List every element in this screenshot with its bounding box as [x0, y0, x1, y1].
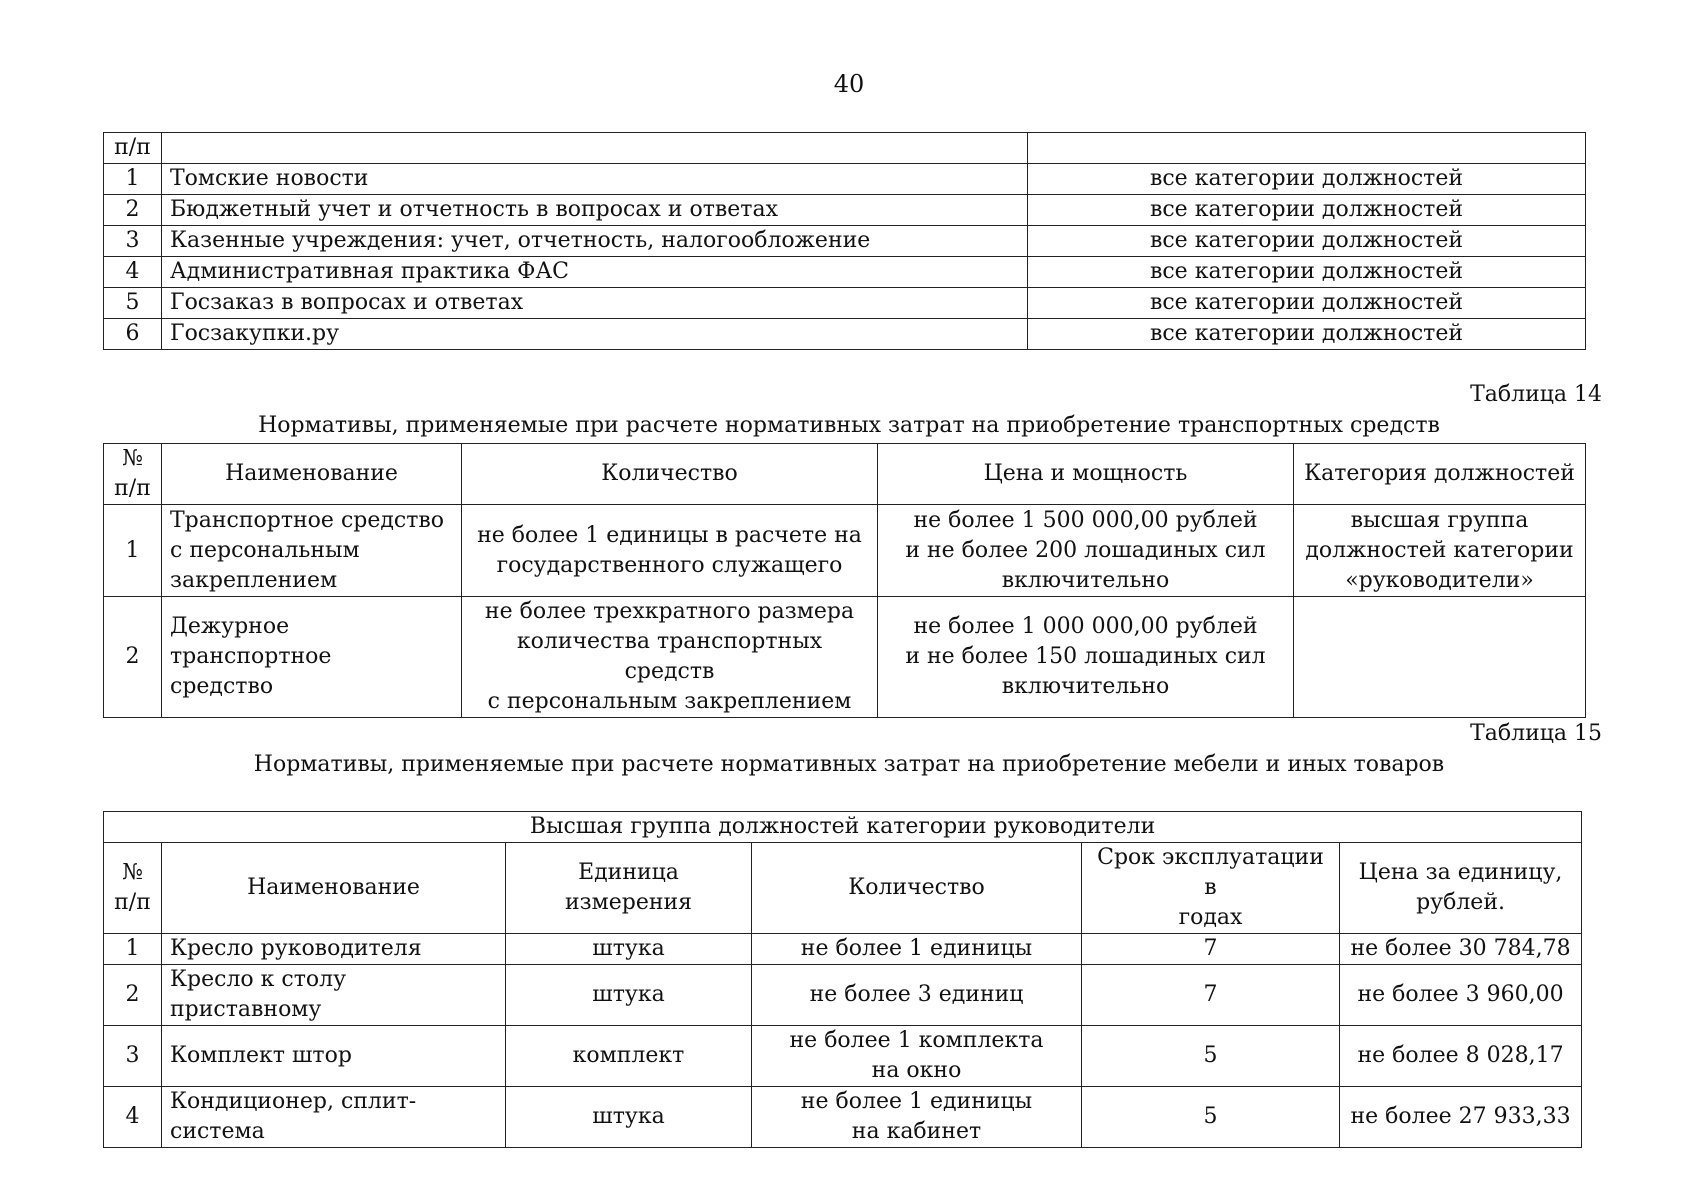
table14-label: Таблица 14	[1470, 382, 1602, 407]
position-category	[1028, 164, 1586, 195]
position-category-line: «руководители»	[1345, 567, 1534, 593]
periodical-name-line: Госзаказ в вопросах и ответах	[170, 290, 524, 315]
vehicle-price-line: не более 1 000 000,00 рублей	[913, 614, 1258, 639]
vehicle-name-line: Транспортное средство	[170, 507, 445, 533]
unit-header-cell: Единица измерения	[506, 843, 752, 934]
periodical-name-line: Госзакупки.ру	[170, 321, 340, 346]
row-number	[104, 288, 162, 319]
item-term-line: 7	[1203, 982, 1218, 1007]
item-name	[162, 1087, 506, 1148]
vehicle-quantity	[462, 505, 878, 597]
row-number	[104, 319, 162, 350]
row-number-line: 3	[125, 228, 140, 253]
num-header-line: п/п	[114, 890, 151, 915]
table-row	[104, 597, 1586, 718]
num-header-line: №	[122, 446, 143, 471]
table-row	[104, 319, 1586, 350]
price-header-cell	[1340, 843, 1582, 934]
table-row	[104, 226, 1586, 257]
position-category-line: должностей категории	[1305, 537, 1574, 563]
item-unit-line: штука	[592, 982, 665, 1007]
price-header-line: рублей.	[1416, 890, 1505, 915]
vehicle-name-line: Дежурное транспортное	[170, 614, 332, 669]
row-number	[104, 1087, 162, 1148]
position-category	[1294, 597, 1586, 718]
num-header-cell	[104, 843, 162, 934]
table-row	[104, 934, 1582, 965]
table-header-row	[104, 133, 1586, 164]
furniture-table	[103, 811, 1582, 1148]
term-header-cell	[1082, 843, 1340, 934]
vehicle-quantity-line: с персональным закреплением	[487, 689, 852, 714]
periodical-name	[162, 257, 1028, 288]
group-header-cell: Высшая группа должностей категории руководители	[104, 812, 1582, 843]
item-quantity	[752, 1026, 1082, 1087]
category-header-cell: Категория должностей	[1294, 444, 1586, 505]
qty-header-cell: Количество	[752, 843, 1082, 934]
item-price-line: не более 30 784,78	[1350, 936, 1571, 961]
term-header-line: годах	[1178, 905, 1243, 930]
num-header-line: п/п	[114, 476, 151, 501]
vehicle-quantity	[462, 597, 878, 718]
item-name	[162, 934, 506, 965]
row-number-line: 3	[125, 1043, 140, 1068]
item-unit-line: штука	[592, 936, 665, 961]
row-number-line: 1	[125, 537, 140, 563]
row-number-line: 2	[125, 982, 140, 1007]
table-row	[104, 257, 1586, 288]
item-term-line: 5	[1203, 1104, 1218, 1129]
periodical-name-line: Бюджетный учет и отчетность в вопросах и ответах	[170, 197, 778, 222]
item-price-line: не более 8 028,17	[1357, 1043, 1564, 1068]
periodical-name	[162, 319, 1028, 350]
page-number: 40	[833, 70, 865, 98]
row-number-line: 1	[125, 936, 140, 961]
row-number	[104, 505, 162, 597]
vehicle-price-line: включительно	[1001, 674, 1170, 699]
item-unit	[506, 1087, 752, 1148]
table-row	[104, 1026, 1582, 1087]
position-category	[1028, 226, 1586, 257]
row-number	[104, 934, 162, 965]
position-category-line: все категории должностей	[1149, 197, 1464, 222]
table-row	[104, 1087, 1582, 1148]
vehicle-name	[162, 597, 462, 718]
vehicle-name-line: средство	[170, 674, 274, 699]
position-category	[1028, 257, 1586, 288]
item-term	[1082, 1026, 1340, 1087]
row-number	[104, 164, 162, 195]
position-category	[1028, 195, 1586, 226]
vehicle-price-line: включительно	[1001, 567, 1170, 593]
position-category	[1294, 505, 1586, 597]
row-number	[104, 195, 162, 226]
row-number-line: 4	[125, 1104, 140, 1129]
row-number-line: 4	[125, 259, 140, 284]
num-header-cell	[104, 444, 162, 505]
periodical-name-line: Томские новости	[170, 166, 369, 191]
item-unit	[506, 965, 752, 1026]
periodical-name	[162, 195, 1028, 226]
position-category-line: все категории должностей	[1149, 259, 1464, 284]
vehicle-price-line: и не более 150 лошадиных сил	[905, 644, 1266, 669]
item-name-line: Кресло к столу приставному	[170, 967, 347, 1022]
price-header-line: Цена за единицу,	[1358, 860, 1563, 885]
item-term	[1082, 965, 1340, 1026]
table15-label: Таблица 15	[1470, 721, 1602, 746]
position-category-line: все категории должностей	[1149, 166, 1464, 191]
table-header-row	[104, 843, 1582, 934]
position-category	[1028, 319, 1586, 350]
table14-title: Нормативы, применяемые при расчете нормативных затрат на приобретение транспортных средств	[258, 413, 1440, 438]
position-category-line: все категории должностей	[1149, 321, 1464, 346]
item-quantity-line: не более 3 единиц	[809, 982, 1024, 1007]
item-price	[1340, 934, 1582, 965]
table-row	[104, 195, 1586, 226]
row-number-line: 5	[125, 290, 140, 315]
row-number-line: 2	[125, 644, 140, 669]
vehicle-price-line: и не более 200 лошадиных сил	[905, 537, 1266, 563]
item-name-line: Кресло руководителя	[170, 936, 422, 961]
position-category	[1028, 288, 1586, 319]
row-number	[104, 597, 162, 718]
item-quantity	[752, 934, 1082, 965]
vehicle-name	[162, 505, 462, 597]
vehicles-table	[103, 443, 1586, 718]
row-number-line: 6	[125, 321, 140, 346]
item-term	[1082, 934, 1340, 965]
vehicle-quantity-line: не более трехкратного размера	[484, 599, 855, 624]
item-name	[162, 1026, 506, 1087]
item-price	[1340, 965, 1582, 1026]
num-header-cell: п/п	[104, 133, 162, 164]
item-term	[1082, 1087, 1340, 1148]
item-price	[1340, 1026, 1582, 1087]
category-header-cell	[1028, 133, 1586, 164]
table-row	[104, 164, 1586, 195]
item-unit-line: штука	[592, 1104, 665, 1129]
item-quantity	[752, 1087, 1082, 1148]
periodical-name	[162, 226, 1028, 257]
table-header-row	[104, 444, 1586, 505]
item-name-line: Кондиционер, сплит-	[170, 1089, 417, 1114]
vehicle-price	[878, 505, 1294, 597]
vehicle-price-line: не более 1 500 000,00 рублей	[913, 507, 1258, 533]
periodicals-table	[103, 132, 1586, 350]
vehicle-quantity-line: не более 1 единицы в расчете на	[477, 522, 862, 548]
item-quantity	[752, 965, 1082, 1026]
row-number-line: 2	[125, 197, 140, 222]
row-number-line: 1	[125, 166, 140, 191]
table15-title: Нормативы, применяемые при расчете нормативных затрат на приобретение мебели и иных товаров	[253, 752, 1445, 777]
table-row	[104, 965, 1582, 1026]
periodical-name	[162, 164, 1028, 195]
item-quantity-line: не более 1 комплекта	[789, 1028, 1044, 1053]
vehicle-quantity-line: государственного служащего	[496, 552, 843, 578]
price-header-cell: Цена и мощность	[878, 444, 1294, 505]
item-name-line: система	[170, 1119, 265, 1144]
item-quantity-line: не более 1 единицы	[800, 1089, 1033, 1114]
item-quantity-line: на окно	[871, 1058, 962, 1083]
name-header-cell: Наименование	[162, 843, 506, 934]
item-term-line: 5	[1203, 1043, 1218, 1068]
vehicle-name-line: с персональным	[170, 537, 360, 563]
position-category-line: все категории должностей	[1149, 228, 1464, 253]
num-header-line: №	[122, 860, 143, 885]
group-header-row	[104, 812, 1582, 843]
item-quantity-line: не более 1 единицы	[800, 936, 1033, 961]
vehicle-price	[878, 597, 1294, 718]
item-price	[1340, 1087, 1582, 1148]
position-category-line: все категории должностей	[1149, 290, 1464, 315]
vehicle-quantity-line: количества транспортных средств	[516, 629, 823, 684]
term-header-line: Срок эксплуатации в	[1097, 845, 1324, 900]
qty-header-cell: Количество	[462, 444, 878, 505]
row-number	[104, 226, 162, 257]
name-header-cell	[162, 133, 1028, 164]
periodical-name	[162, 288, 1028, 319]
row-number	[104, 1026, 162, 1087]
item-unit	[506, 934, 752, 965]
position-category-line: высшая группа	[1350, 507, 1529, 533]
item-price-line: не более 3 960,00	[1357, 982, 1564, 1007]
row-number	[104, 257, 162, 288]
item-term-line: 7	[1203, 936, 1218, 961]
item-unit-line: комплект	[572, 1043, 685, 1068]
table-row	[104, 288, 1586, 319]
item-name	[162, 965, 506, 1026]
table-row	[104, 505, 1586, 597]
item-unit	[506, 1026, 752, 1087]
item-price-line: не более 27 933,33	[1350, 1104, 1571, 1129]
periodical-name-line: Административная практика ФАС	[170, 259, 569, 284]
row-number	[104, 965, 162, 1026]
item-name-line: Комплект штор	[170, 1043, 352, 1068]
item-quantity-line: на кабинет	[851, 1119, 982, 1144]
periodical-name-line: Казенные учреждения: учет, отчетность, налогообложение	[170, 228, 871, 253]
name-header-cell: Наименование	[162, 444, 462, 505]
vehicle-name-line: закреплением	[170, 567, 338, 593]
